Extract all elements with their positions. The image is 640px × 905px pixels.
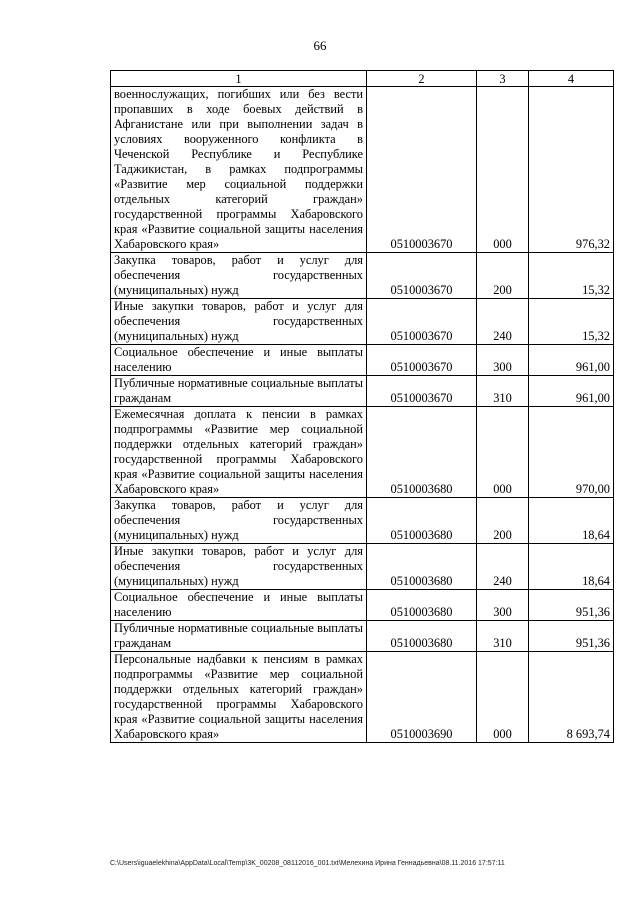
- table-row: [111, 621, 614, 652]
- table-row: [111, 345, 614, 376]
- budget-table: [110, 70, 614, 743]
- row-amount-cell: 976,32: [529, 87, 614, 253]
- row-code-cell: 0510003680: [367, 590, 477, 621]
- row-type-cell: 310: [477, 376, 529, 407]
- row-name-cell: Социальное обеспечение и иные выплаты населению: [111, 590, 367, 621]
- page-number: 66: [313, 38, 327, 53]
- header-row: [111, 71, 614, 87]
- row-type-cell: 000: [477, 407, 529, 498]
- row-code-cell: 0510003690: [367, 652, 477, 743]
- row-amount-cell: 961,00: [529, 376, 614, 407]
- row-name-cell: Публичные нормативные социальные выплаты гражданам: [111, 376, 367, 407]
- row-amount-cell: 970,00: [529, 407, 614, 498]
- row-code-cell: 0510003670: [367, 253, 477, 299]
- row-name-cell: Закупка товаров, работ и услуг для обеспечения государственных (муниципальных) нужд: [111, 253, 367, 299]
- row-type-cell: 300: [477, 345, 529, 376]
- row-type-cell: 240: [477, 544, 529, 590]
- table-row: [111, 407, 614, 498]
- row-name-cell: Публичные нормативные социальные выплаты гражданам: [111, 621, 367, 652]
- table-row: [111, 87, 614, 253]
- column-header-4: 4: [529, 71, 614, 87]
- row-code-cell: 0510003680: [367, 621, 477, 652]
- row-name-cell: Иные закупки товаров, работ и услуг для обеспечения государственных (муниципальных) нужд: [111, 299, 367, 345]
- column-header-1: 1: [111, 71, 367, 87]
- row-name-cell: военнослужащих, погибших или без вести пропавших в ходе боевых действий в Афганистане или при выполнении задач в условиях вооруженного конфликта в Чеченской Республике и Республике Таджикистан, в рамках подпрограммы «Развитие мер социальной поддержки отдельных категорий граждан» государственной программы Хабаровского края «Развитие социальной защиты населения Хабаровского края»: [111, 87, 367, 253]
- column-header-3: 3: [477, 71, 529, 87]
- row-amount-cell: 18,64: [529, 544, 614, 590]
- row-type-cell: 200: [477, 253, 529, 299]
- row-name-cell: Социальное обеспечение и иные выплаты населению: [111, 345, 367, 376]
- row-name-cell: Закупка товаров, работ и услуг для обеспечения государственных (муниципальных) нужд: [111, 498, 367, 544]
- row-code-cell: 0510003680: [367, 498, 477, 544]
- row-type-cell: 240: [477, 299, 529, 345]
- table-row: [111, 299, 614, 345]
- table-header: [111, 71, 614, 87]
- table-row: [111, 590, 614, 621]
- row-name-cell: Иные закупки товаров, работ и услуг для обеспечения государственных (муниципальных) нужд: [111, 544, 367, 590]
- row-amount-cell: 15,32: [529, 299, 614, 345]
- table-row: [111, 498, 614, 544]
- file-path-footer: C:\Users\iguaelekhina\AppData\Local\Temp\3K_00208_08112016_001.txt\Мелехина Ирина Геннадьевна\08.11.2016 17:57:11: [110, 860, 505, 867]
- row-type-cell: 300: [477, 590, 529, 621]
- row-name-cell: Ежемесячная доплата к пенсии в рамках подпрограммы «Развитие мер социальной поддержки отдельных категорий граждан» государственной программы Хабаровского края «Развитие социальной защиты населения Хабаровского края»: [111, 407, 367, 498]
- row-type-cell: 000: [477, 652, 529, 743]
- row-code-cell: 0510003670: [367, 299, 477, 345]
- table-row: [111, 652, 614, 743]
- row-amount-cell: 961,00: [529, 345, 614, 376]
- row-code-cell: 0510003670: [367, 87, 477, 253]
- row-code-cell: 0510003670: [367, 345, 477, 376]
- row-code-cell: 0510003680: [367, 544, 477, 590]
- row-amount-cell: 18,64: [529, 498, 614, 544]
- table-row: [111, 544, 614, 590]
- row-type-cell: 310: [477, 621, 529, 652]
- row-name-cell: Персональные надбавки к пенсиям в рамках подпрограммы «Развитие мер социальной поддержки отдельных категорий граждан» государственной программы Хабаровского края «Развитие социальной защиты населения Хабаровского края»: [111, 652, 367, 743]
- row-amount-cell: 951,36: [529, 590, 614, 621]
- table-row: [111, 253, 614, 299]
- row-amount-cell: 951,36: [529, 621, 614, 652]
- table-row: [111, 376, 614, 407]
- row-amount-cell: 15,32: [529, 253, 614, 299]
- column-header-2: 2: [367, 71, 477, 87]
- row-type-cell: 200: [477, 498, 529, 544]
- row-code-cell: 0510003680: [367, 407, 477, 498]
- row-amount-cell: 8 693,74: [529, 652, 614, 743]
- table-body: [111, 87, 614, 743]
- row-type-cell: 000: [477, 87, 529, 253]
- row-code-cell: 0510003670: [367, 376, 477, 407]
